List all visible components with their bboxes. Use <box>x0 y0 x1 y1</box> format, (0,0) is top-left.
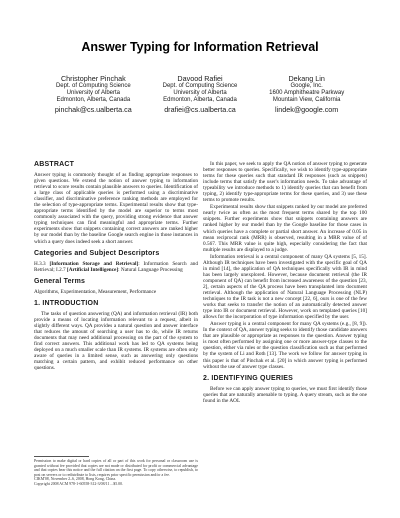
author-3 <box>253 74 360 114</box>
author-org: University of Alberta <box>66 90 121 97</box>
author-1 <box>40 74 147 114</box>
left-column <box>34 160 198 372</box>
general-terms-text: Algorithms, Experimentation, Measurement, Performance <box>34 288 157 295</box>
introduction-heading: 1. INTRODUCTION <box>34 299 99 307</box>
general-terms-heading: General Terms <box>34 277 86 285</box>
category-name: [Artificial Intelligence] <box>66 266 119 273</box>
author-address: Mountain View, California <box>272 97 341 104</box>
author-email: lindek@google.com <box>275 104 339 114</box>
category-name: [Information Storage and Retrieval] <box>49 260 139 267</box>
categories-heading: Categories and Subject Descriptors <box>34 249 160 257</box>
paper-title: Answer Typing for Information Retrieval <box>81 40 319 54</box>
introduction-paragraph: The tasks of question answering (QA) and information retrieval (IR) both provide a means of locating information relevant to a request, albeit in slightly different ways. QA provides a natural question and answer interface that reduces the amount of searching a user has to do, while IR returns documents that may need additional processing on the part of the system to find correct answers. This additional work has led to QA systems being deployed on a much smaller scale than IR systems. IR systems are often only aware of queries in a limited sense, such as answering only questions matching a certain pattern, and exhibit reduced performance on other questions. <box>34 310 198 372</box>
author-address: Edmonton, Alberta, Canada <box>56 97 131 104</box>
permission-notice: Permission to make digital or hard copies of all or part of this work for personal or classroom use is granted without fee provided that copies are not made or distributed for profit or commercial advantage and that copies bear this notice and the full citation on the first page. To copy otherwise, to republish, to post on servers or to redistribute to lists, requires prior specific permission and/or a fee. <box>34 459 198 477</box>
author-name: Christopher Pinchak <box>60 74 126 83</box>
body-paragraph: In this paper, we seek to apply the QA notion of answer typing to generate better responses to queries. Specifically, we wish to identify type-appropriate terms for these queries such that standard IR responses (such as snippets) include terms that satisfy the user's information needs. To take advantage of typeability we introduce methods to 1) identify queries that can benefit from typing, 2) identify type-appropriate terms for these queries, and 3) use these terms to promote results. <box>203 161 367 204</box>
author-email: drafiei@cs.ualberta.ca <box>164 104 236 114</box>
conference-line: CIKM'08, November 2–6, 2008, Hong Kong, China. <box>34 477 117 482</box>
right-column <box>203 161 367 405</box>
author-org: University of Alberta <box>173 90 227 97</box>
category-code: H.3.3 <box>34 260 50 267</box>
author-email: pinchak@cs.ualberta.ca <box>54 104 132 114</box>
body-paragraph: Experimental results show that snippets ranked by our model are preferred nearly twice as often as the most frequent terms shared by the top 100 snippets. Further experiments show that snippets containing answers are ranked higher by our model than by the Google baseline for those cases in which queries have a complete or partial short answer. An increase of 0.05 in mean reciprocal rank (MRR) is observed, resulting in a MRR value of of 0.567. This MRR value is quite high, especially considering the fact that multiple results are displayed to a judge. <box>203 204 367 253</box>
author-dept: Dept. of Computing Science <box>55 83 131 89</box>
category-code: I.2.7 <box>56 266 67 273</box>
author-name: Dekang Lin <box>288 74 325 83</box>
copyright-line: Copyright 2008 ACM 978-1-60558-312-3/08/11 ...$5.00. <box>34 481 124 486</box>
author-dept: Dept. of Computing Science <box>162 83 238 89</box>
body-paragraph: Before we can apply answer typing to queries, we must first identify those queries that are naturally amenable to typing. A query stream, such as the one found in the AOL <box>203 385 367 404</box>
author-dept: Google, Inc. <box>290 83 323 89</box>
category-desc: : Information Search and Retrieval; <box>34 260 199 273</box>
footnote-rule <box>34 456 89 457</box>
body-paragraph: Information retrieval is a central component of many QA systems [5, 15]. Although IR techniques have been investigated with the specific goal of QA in mind [14], the application of QA techniques specifically with IR in mind has been largely unexplored. However, because document retrieval (the IR component of QA) can benefit from increased awareness of the question [23, 2], certain aspects of the QA process have been transplanted into document retrieval. Although the application of Natural Language Processing (NLP) techniques to the IR task is not a new concept [22, 6], ours is one of the few works that seeks to transfer the notion of an automatically detected answer type into IR or document retrieval. However, work on templated queries [10] allows for the incorporation of type information specified by the user. <box>203 253 367 321</box>
author-org: 1600 Amphitheatre Parkway <box>269 90 345 97</box>
section-2-heading: 2. IDENTIFYING QUERIES <box>203 374 293 382</box>
categories-text <box>34 261 198 273</box>
body-paragraph: Answer typing is a central component for many QA systems (e.g., [8, 9]). In the context of QA, answer typing seeks to identify those candidate answers that are plausible or appropriate as responses to the question. Answer typing is most often performed by assigning one or more answer-type classes to the question, either via rules or the question classification such as that performed by the system of Li and Roth [13]. The work we follow for answer typing in this paper is that of Pinchak et al. [20] in which answer typing is performed without the use of answer type classes. <box>203 321 367 370</box>
author-2 <box>147 74 254 114</box>
author-name: Davood Rafiei <box>177 74 223 83</box>
author-address: Edmonton, Alberta, Canada <box>163 97 237 104</box>
category-desc: : Natural Language Processing <box>118 266 183 273</box>
abstract-text: Answer typing is commonly thought of as finding appropriate responses to given questions. We extend the notion of answer typing to information retrieval to score results contain plausible answers to queries. Identification of a large class of applicable queries is performed using a discriminative classifier, and discriminative preference ranking methods are employed for the selection of type-appropriate terms. Experimental results show that type-appropriate terms identified by the model are superior to terms most commonly associated with the query, providing strong evidence that answer typing techniques can find meaningful and appropriate terms. Further experiments show that snippets containing correct answers are ranked higher by our model than by the baseline Google search engine in those instances in which a query does indeed seek a short answer. <box>34 172 199 245</box>
copyright-footnote <box>34 456 198 486</box>
abstract-heading: ABSTRACT <box>34 161 75 168</box>
author-block <box>40 74 360 114</box>
